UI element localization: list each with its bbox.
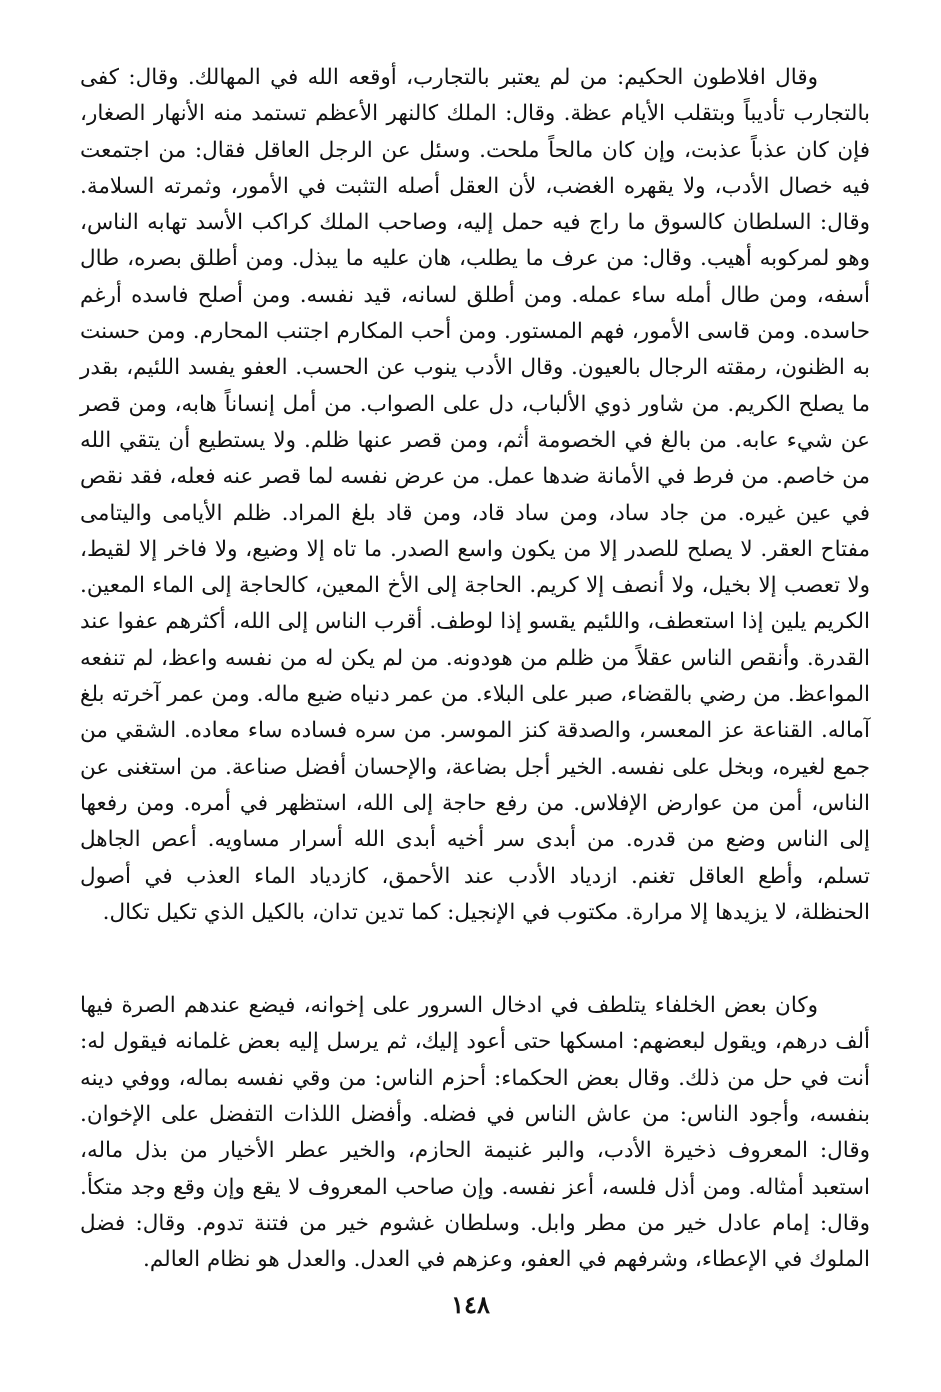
paragraph-sayings-of-plato: وقال افلاطون الحكيم: من لم يعتبر بالتجارب، أوقعه الله في المهالك. وقال: كفى بالتجارب تأديباً وبتقلب الأيام عظة. وقال: الملك كالنهر الأعظم تستمد منه الأنهار الصغار، فإن كان عذباً عذبت، وإن كان مالحاً ملحت. وسئل عن الرجل العاقل فقال: من اجتمعت فيه خصال الأدب، ولا يقهره الغضب، لأن العقل أصله التثبت في الأمور، وثمرته السلامة. وقال: السلطان كالسوق ما راج فيه حمل إليه، وصاحب الملك كراكب الأسد تهابه الناس، وهو لمركوبه أهيب. وقال: من عرف ما يطلب، هان عليه ما يبذل. ومن أطلق بصره، طال أسفه، ومن طال أمله ساء عمله. ومن أطلق لسانه، قيد نفسه. ومن أصلح فاسده أرغم حاسده. ومن قاسى الأمور، فهم المستور. ومن أحب المكارم اجتنب المحارم. ومن حسنت به الظنون، رمقته الرجال بالعيون. وقال الأدب ينوب عن الحسب. العفو يفسد اللئيم، بقدر ما يصلح الكريم. من شاور ذوي الألباب، دل على الصواب. من أمل إنساناً هابه، ومن قصر عن شيء عابه. من بالغ في الخصومة أثم، ومن قصر عنها ظلم. ولا يستطيع أن يتقي الله من خاصم. من فرط في الأمانة ضدها عمل. من عرض نفسه لما قصر عنه فعله، فقد نقص في عين غيره. من جاد ساد، ومن ساد قاد، ومن قاد بلغ المراد. ظلم الأيامى واليتامى مفتاح العقر. لا يصلح للصدر إلا من يكون واسع الصدر. ما تاه إلا وضيع، ولا فاخر إلا لقيط، ولا تعصب إلا بخيل، ولا أنصف إلا كريم. الحاجة إلى الأخ المعين، كالحاجة إلى الماء المعين. الكريم يلين إذا استعطف، واللئيم يقسو إذا لوطف. أقرب الناس إلى الله، أكثرهم عفوا عند القدرة. وأنقص الناس عقلاً من ظلم من هودونه. من لم يكن له من نفسه واعظ، لم تنفعه المواعظ. من رضي بالقضاء، صبر على البلاء. من عمر دنياه ضيع ماله. ومن عمر آخرته بلغ آماله. القناعة عز المعسر، والصدقة كنز الموسر. من سره فساده ساء معاده. الشقي من جمع لغيره، وبخل على نفسه. الخير أجل بضاعة، والإحسان أفضل صناعة. من استغنى عن الناس، أمن من عوارض الإفلاس. من رفع حاجة إلى الله، استظهر في أمره. ومن رفعها إلى الناس وضع من قدره. من أبدى سر أخيه أبدى الله أسرار مساويه. أعص الجاهل تسلم، وأطع العاقل تغنم. ازدياد الأدب عند الأحمق، كازدياد الماء العذب في أصول الحنظلة، لا يزيدها إلا مرارة. مكتوب في الإنجيل: كما تدين تدان، بالكيل الذي تكيل تكال.	[80, 65, 870, 925]
paragraph-caliphs-generosity: وكان بعض الخلفاء يتلطف في ادخال السرور على إخوانه، فيضع عندهم الصرة فيها ألف درهم، ويقول لبعضهم: امسكها حتى أعود إليك، ثم يرسل إليه بعض غلمانه فيقول له: أنت في حل من ذلك. وقال بعض الحكماء: أحزم الناس: من وقي نفسه بماله، ووفي دينه بنفسه، وأجود الناس: من عاش الناس في فضله. وأفضل اللذات التفضل على الإخوان. وقال: المعروف ذخيرة الأدب، والبر غنيمة الحازم، والخير عطر الأخيار من بذل ماله، استعبد أمثاله. ومن أذل فلسه، أعز نفسه. وإن صاحب المعروف لا يقع وإن وقع وجد متكأ. وقال: إمام عادل خير من مطر وابل. وسلطان غشوم خير من فتنة تدوم. وقال: فضل الملوك في الإعطاء، وشرفهم في العفو، وعزهم في العدل. والعدل هو نظام العالم.	[80, 993, 870, 1273]
page-number: ١٤٨	[451, 1290, 490, 1319]
page-body	[80, 60, 870, 1279]
